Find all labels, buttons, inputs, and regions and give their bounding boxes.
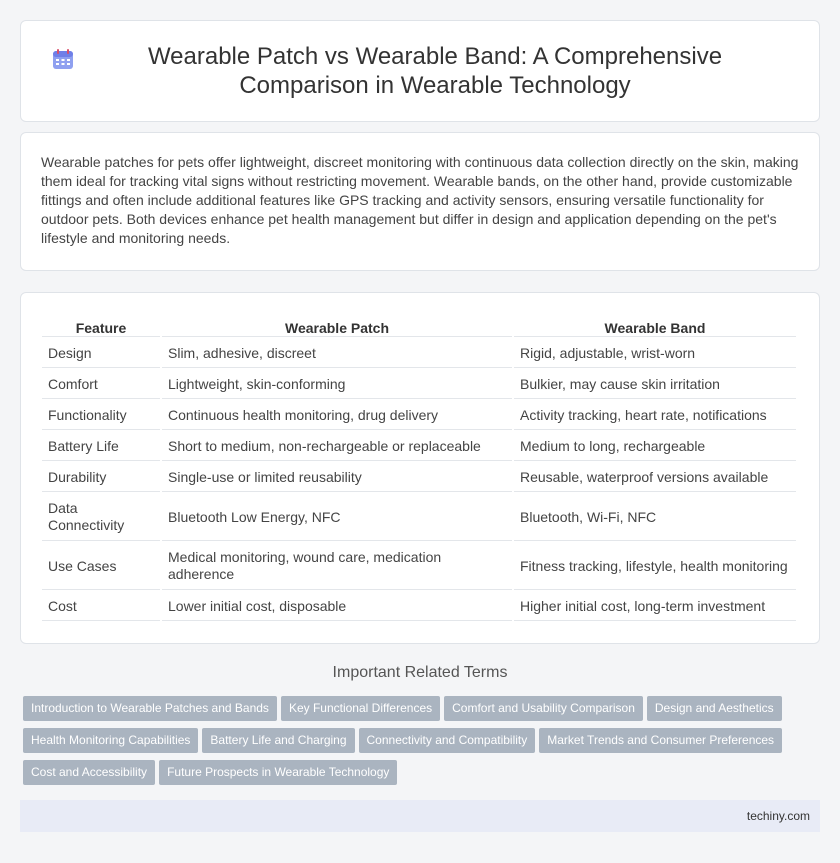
feature-cell: Cost xyxy=(42,592,160,621)
band-cell: Bulkier, may cause skin irritation xyxy=(514,370,796,399)
band-cell: Reusable, waterproof versions available xyxy=(514,463,796,492)
band-cell: Higher initial cost, long-term investment xyxy=(514,592,796,621)
comparison-table-card xyxy=(20,292,820,644)
calendar-icon xyxy=(51,47,75,71)
table-row xyxy=(42,592,796,621)
patch-cell: Single-use or limited reusability xyxy=(162,463,512,492)
table-row xyxy=(42,432,796,461)
feature-cell: Functionality xyxy=(42,401,160,430)
patch-cell: Slim, adhesive, discreet xyxy=(162,339,512,368)
table-header-row xyxy=(42,317,796,337)
column-header-feature: Feature xyxy=(42,317,160,337)
patch-cell: Bluetooth Low Energy, NFC xyxy=(162,494,512,541)
feature-cell: Use Cases xyxy=(42,543,160,590)
intro-card xyxy=(20,132,820,271)
feature-cell: Durability xyxy=(42,463,160,492)
related-term-tag[interactable]: Introduction to Wearable Patches and Bands xyxy=(23,696,277,721)
column-header-wearable-band: Wearable Band xyxy=(514,317,796,337)
band-cell: Fitness tracking, lifestyle, health monitoring xyxy=(514,543,796,590)
related-term-tag[interactable]: Health Monitoring Capabilities xyxy=(23,728,198,753)
band-cell: Rigid, adjustable, wrist-worn xyxy=(514,339,796,368)
feature-cell: Comfort xyxy=(42,370,160,399)
footer-site-link[interactable]: techiny.com xyxy=(746,809,810,823)
feature-cell: Battery Life xyxy=(42,432,160,461)
table-row xyxy=(42,494,796,541)
patch-cell: Continuous health monitoring, drug delivery xyxy=(162,401,512,430)
related-term-tag[interactable]: Cost and Accessibility xyxy=(23,760,155,785)
related-term-tag[interactable]: Key Functional Differences xyxy=(281,696,440,721)
intro-paragraph: Wearable patches for pets offer lightweight, discreet monitoring with continuous data collection directly on the skin, making them ideal for tracking vital signs without restricting movement. Wearable bands, on the other hand, provide customizable fittings and often include additional features like GPS tracking and activity sensors, ensuring versatile functionality for outdoor pets. Both devices enhance pet health management but differ in design and application depending on the pet's lifestyle and monitoring needs. xyxy=(41,154,799,246)
table-row xyxy=(42,463,796,492)
comparison-table xyxy=(40,315,798,623)
related-term-tag[interactable]: Market Trends and Consumer Preferences xyxy=(539,728,782,753)
header-card xyxy=(20,20,820,122)
band-cell: Medium to long, rechargeable xyxy=(514,432,796,461)
table-row xyxy=(42,401,796,430)
related-term-tag[interactable]: Future Prospects in Wearable Technology xyxy=(159,760,397,785)
band-cell: Activity tracking, heart rate, notifications xyxy=(514,401,796,430)
patch-cell: Short to medium, non-rechargeable or replaceable xyxy=(162,432,512,461)
feature-cell: Design xyxy=(42,339,160,368)
related-terms-heading: Important Related Terms xyxy=(332,664,508,681)
feature-cell: Data Connectivity xyxy=(42,494,160,541)
band-cell: Bluetooth, Wi-Fi, NFC xyxy=(514,494,796,541)
page-title: Wearable Patch vs Wearable Band: A Comprehensive Comparison in Wearable Technology xyxy=(147,43,723,99)
column-header-wearable-patch: Wearable Patch xyxy=(162,317,512,337)
related-term-tag[interactable]: Connectivity and Compatibility xyxy=(359,728,536,753)
related-term-tag[interactable]: Design and Aesthetics xyxy=(647,696,782,721)
table-row xyxy=(42,370,796,399)
table-row xyxy=(42,339,796,368)
table-row xyxy=(42,543,796,590)
patch-cell: Medical monitoring, wound care, medication adherence xyxy=(162,543,512,590)
footer xyxy=(20,800,820,832)
related-term-tag[interactable]: Comfort and Usability Comparison xyxy=(444,696,643,721)
related-term-tag[interactable]: Battery Life and Charging xyxy=(202,728,354,753)
related-terms-tags xyxy=(23,696,823,792)
patch-cell: Lightweight, skin-conforming xyxy=(162,370,512,399)
patch-cell: Lower initial cost, disposable xyxy=(162,592,512,621)
